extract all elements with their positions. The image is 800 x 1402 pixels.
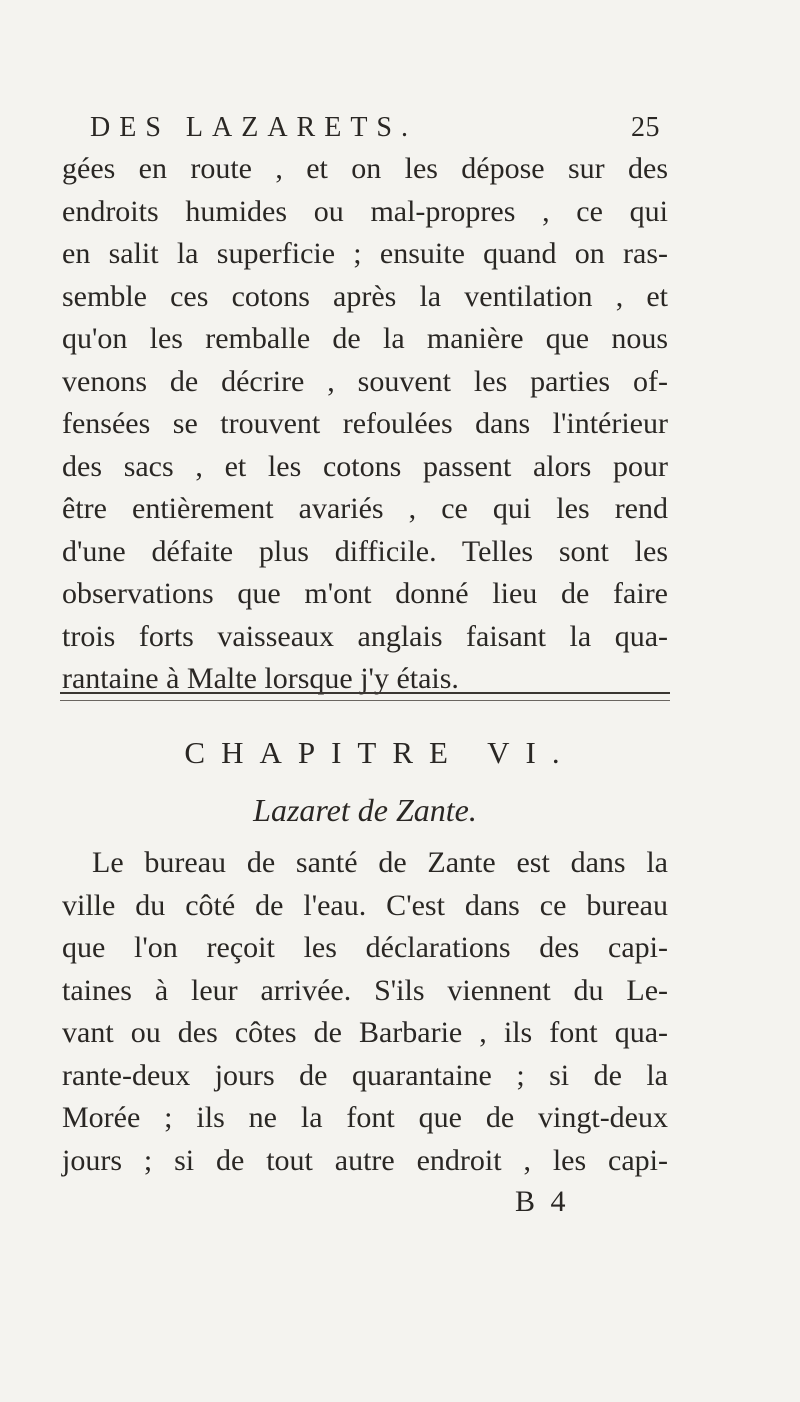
text-line: que l'on reçoit les déclarations des capi- [62, 931, 668, 964]
running-title: DES LAZARETS. [90, 112, 417, 143]
text-line: jours ; si de tout autre endroit , les capi- [62, 1143, 668, 1177]
text-line: trois forts vaisseaux anglais faisant la qua- [62, 619, 668, 653]
text-line: semble ces cotons après la ventilation , et [62, 279, 668, 313]
section-divider-rule [60, 692, 670, 701]
text-line: fensées se trouvent refoulées dans l'intérieur [62, 407, 668, 440]
text-line: des sacs , et les cotons passent alors pour [62, 449, 668, 483]
text-line: Le bureau de santé de Zante est dans la [92, 846, 668, 879]
text-line: vant ou des côtes de Barbarie , ils font qua- [62, 1016, 668, 1049]
text-line: endroits humides ou mal-propres , ce qui [62, 194, 668, 228]
text-line: gées en route , et on les dépose sur des [62, 152, 668, 185]
paragraph-continued [62, 148, 668, 701]
chapter-subtitle: Lazaret de Zante. [253, 792, 477, 828]
text-line: rantaine à Malte lorsque j'y étais. [62, 662, 459, 695]
page-number: 25 [631, 112, 660, 143]
text-line: d'une défaite plus difficile. Telles sont les [62, 534, 668, 568]
text-line: être entièrement avariés , ce qui les rend [62, 492, 668, 525]
running-head [90, 112, 660, 152]
signature-mark: B 4 [515, 1185, 570, 1218]
chapter-heading-text: CHAPITRE VI. [184, 735, 576, 770]
text-line: rante-deux jours de quarantaine ; si de la [62, 1058, 668, 1092]
text-line: ville du côté de l'eau. C'est dans ce bureau [62, 888, 668, 922]
text-line: taines à leur arrivée. S'ils viennent du Le- [62, 973, 668, 1007]
text-line: venons de décrire , souvent les parties of- [62, 364, 668, 398]
text-line: en salit la superficie ; ensuite quand on ras- [62, 237, 668, 270]
text-line: Morée ; ils ne la font que de vingt-deux [62, 1101, 668, 1134]
text-line: observations que m'ont donné lieu de faire [62, 577, 668, 610]
paragraph-zante [62, 842, 668, 1182]
chapter-heading [0, 735, 800, 771]
text-line: qu'on les remballe de la manière que nous [62, 322, 668, 355]
